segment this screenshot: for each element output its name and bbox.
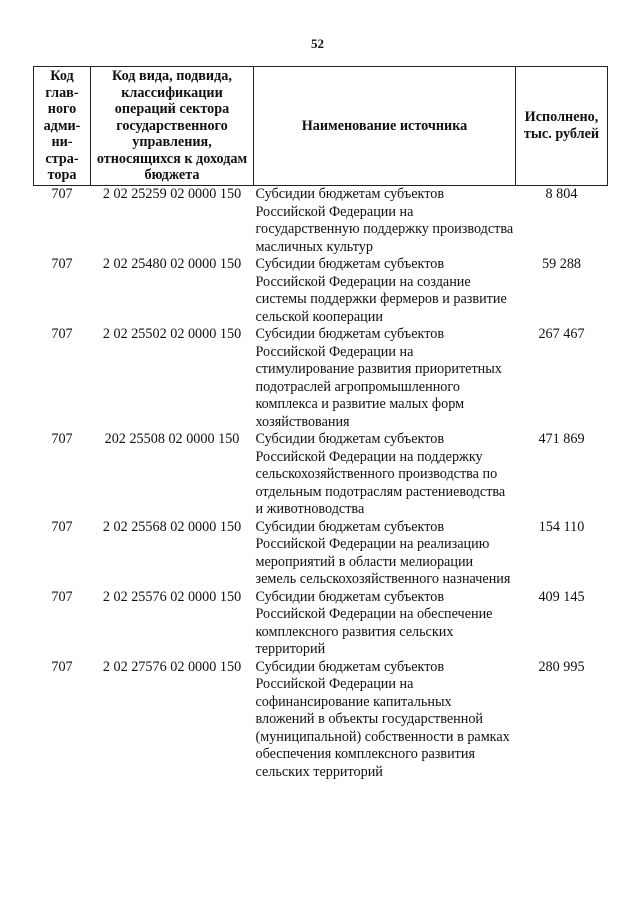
table-row xyxy=(34,256,608,326)
amount-cell: 267 467 xyxy=(538,326,585,342)
classification-code-cell: 2 02 25576 02 0000 150 xyxy=(102,588,242,605)
classification-code-cell: 2 02 25502 02 0000 150 xyxy=(102,326,242,342)
page-number: 52 xyxy=(311,36,324,51)
amount-cell: 280 995 xyxy=(538,658,585,675)
source-name-cell: Субсидии бюджетам субъектов Российской Федерации на создание системы поддержки фермеров и развитие сельской кооперации xyxy=(255,256,507,325)
amount-cell: 471 869 xyxy=(538,431,585,447)
admin-code-cell: 707 xyxy=(51,588,73,605)
income-sources-table xyxy=(33,66,608,781)
header-source-name xyxy=(254,67,516,186)
source-name-cell: Субсидии бюджетам субъектов Российской Федерации на софинансирование капитальных вложений в объекты государственной (муниципальной) собственности в рамках обеспечения комплексного развития сельских территорий xyxy=(255,658,510,780)
header-classification-code-label: Код вида, подвида, классификации операций сектора государственного управления, относящихся к доходам бюджета xyxy=(96,67,248,184)
classification-code-cell: 202 25508 02 0000 150 xyxy=(104,431,240,447)
header-executed-amount xyxy=(516,67,608,186)
classification-code-cell: 2 02 25259 02 0000 150 xyxy=(102,186,242,202)
classification-code-cell: 2 02 27576 02 0000 150 xyxy=(102,658,242,675)
admin-code-cell: 707 xyxy=(51,326,73,342)
header-executed-amount-label: Исполнено, тыс. рублей xyxy=(523,109,600,142)
source-name-cell: Субсидии бюджетам субъектов Российской Федерации на стимулирование развития приоритетных подотраслей агропромышленного комплекса и развитие малых форм хозяйствования xyxy=(255,326,502,430)
classification-code-cell: 2 02 25568 02 0000 150 xyxy=(102,518,242,535)
table-row xyxy=(34,186,608,257)
table-row xyxy=(34,326,608,431)
source-name-cell: Субсидии бюджетам субъектов Российской Федерации на реализацию мероприятий в области мелиорации земель сельскохозяйственного назначения xyxy=(255,518,511,587)
source-name-cell: Субсидии бюджетам субъектов Российской Федерации на поддержку сельскохозяйственного производства по отдельным подотраслям растениеводства и животноводства xyxy=(255,431,506,517)
source-name-cell: Субсидии бюджетам субъектов Российской Федерации на государственную поддержку производства масличных культур xyxy=(255,186,514,255)
table-row xyxy=(34,659,608,782)
admin-code-cell: 707 xyxy=(51,186,73,202)
table-row xyxy=(34,589,608,659)
source-name-cell: Субсидии бюджетам субъектов Российской Федерации на обеспечение комплексного развития сельских территорий xyxy=(255,588,493,657)
table-row xyxy=(34,431,608,519)
admin-code-cell: 707 xyxy=(51,256,73,272)
table-header-row xyxy=(34,67,608,186)
admin-code-cell: 707 xyxy=(51,518,73,535)
header-admin-code-label: Код глав-ного адми-ни-стра-тора xyxy=(43,67,81,184)
amount-cell: 8 804 xyxy=(545,186,578,202)
amount-cell: 409 145 xyxy=(538,588,585,605)
header-classification-code xyxy=(91,67,254,186)
amount-cell: 59 288 xyxy=(541,256,581,272)
table-row xyxy=(34,519,608,589)
header-source-name-label: Наименование источника xyxy=(301,117,468,134)
classification-code-cell: 2 02 25480 02 0000 150 xyxy=(102,256,242,272)
header-admin-code xyxy=(34,67,91,186)
admin-code-cell: 707 xyxy=(51,658,73,675)
admin-code-cell: 707 xyxy=(51,431,73,447)
amount-cell: 154 110 xyxy=(538,518,585,535)
